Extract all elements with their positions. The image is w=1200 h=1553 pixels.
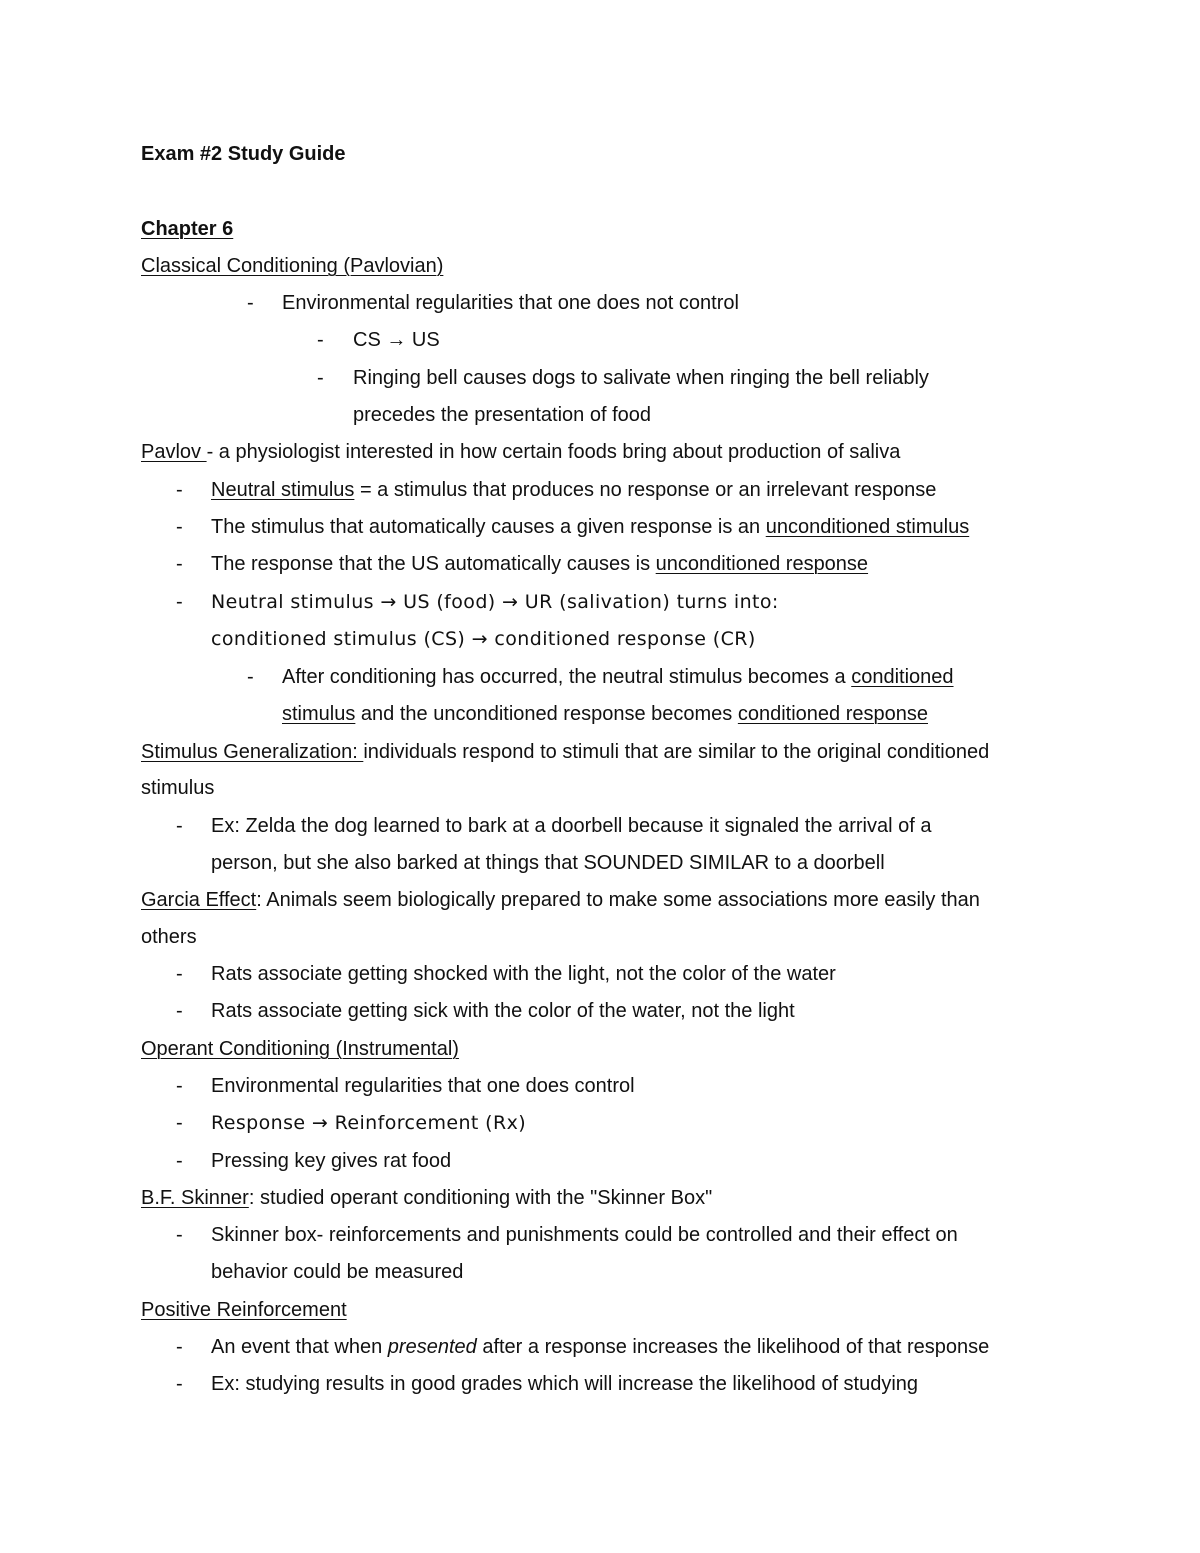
- bullet-dash: -: [176, 1224, 183, 1246]
- bullet-dash: -: [176, 1112, 183, 1134]
- garcia-effect-term: Garcia Effect: [141, 889, 257, 911]
- unconditioned-response-item: [211, 552, 868, 576]
- classical-conditioning-heading: Classical Conditioning (Pavlovian): [141, 255, 444, 277]
- positive-item-2: Ex: studying results in good grades which will increase the likelihood of studying: [211, 1373, 919, 1395]
- bullet-dash: -: [176, 1373, 183, 1395]
- conditioning-chain-2: conditioned stimulus (CS) → conditioned response (CR): [211, 628, 756, 650]
- skinner-item-1: Skinner box- reinforcements and punishments could be controlled and their effect on: [211, 1224, 958, 1246]
- positive-item-1-prefix: An event that when: [211, 1336, 388, 1358]
- skinner-item-1-cont: behavior could be measured: [211, 1261, 464, 1283]
- operant-item-3: Pressing key gives rat food: [211, 1150, 452, 1172]
- classical-sub-item-2-cont: precedes the presentation of food: [353, 404, 651, 426]
- after-conditioning-item-cont: [282, 702, 928, 726]
- pavlov-def: - a physiologist interested in how certain foods bring about production of saliva: [206, 441, 901, 463]
- bullet-dash: -: [176, 1336, 183, 1358]
- bullet-dash: -: [176, 1075, 183, 1097]
- skinner-def: : studied operant conditioning with the "Skinner Box": [248, 1187, 713, 1209]
- conditioned-term: conditioned: [851, 666, 954, 688]
- classical-sub-item-2: Ringing bell causes dogs to salivate when ringing the bell reliably: [353, 367, 929, 389]
- bullet-dash: -: [176, 1150, 183, 1172]
- classical-sub-item-1: CS → US: [353, 329, 440, 351]
- page-title: Exam #2 Study Guide: [141, 143, 346, 165]
- pavlov-definition: [141, 440, 900, 464]
- ur-term: unconditioned response: [655, 553, 869, 575]
- bullet-dash: -: [176, 591, 183, 613]
- generalization-example: Ex: Zelda the dog learned to bark at a doorbell because it signaled the arrival of a: [211, 815, 932, 837]
- ur-prefix: The response that the US automatically causes is: [211, 553, 656, 575]
- after-conditioning-item: [282, 665, 954, 689]
- neutral-stimulus-term: Neutral stimulus: [211, 479, 355, 501]
- bullet-dash: -: [176, 963, 183, 985]
- bullet-dash: -: [176, 815, 183, 837]
- bullet-dash: -: [176, 1000, 183, 1022]
- operant-conditioning-heading: Operant Conditioning (Instrumental): [141, 1038, 459, 1060]
- operant-item-1: Environmental regularities that one does control: [211, 1075, 635, 1097]
- after-mid: and the unconditioned response becomes: [355, 703, 738, 725]
- us-prefix: The stimulus that automatically causes a given response is an: [211, 516, 766, 538]
- positive-item-1-suffix: after a response increases the likelihood of that response: [476, 1336, 990, 1358]
- conditioned-response-term: conditioned response: [737, 703, 928, 725]
- skinner-definition: [141, 1186, 712, 1210]
- bullet-dash: -: [176, 479, 183, 501]
- skinner-term: B.F. Skinner: [141, 1187, 249, 1209]
- stimulus-term: stimulus: [282, 703, 356, 725]
- neutral-stimulus-def: = a stimulus that produces no response or an irrelevant response: [354, 479, 937, 501]
- us-term: unconditioned stimulus: [765, 516, 970, 538]
- conditioning-chain-1: Neutral stimulus → US (food) → UR (salivation) turns into:: [211, 591, 779, 613]
- positive-item-1: [211, 1335, 989, 1359]
- positive-item-1-emphasis: presented: [387, 1336, 477, 1358]
- garcia-item-2: Rats associate getting sick with the color of the water, not the light: [211, 1000, 795, 1022]
- stimulus-generalization-def-cont: stimulus: [141, 777, 215, 799]
- operant-item-2: Response → Reinforcement (Rx): [211, 1112, 527, 1134]
- bullet-dash: -: [247, 666, 254, 688]
- stimulus-generalization-term: Stimulus Generalization:: [141, 741, 364, 763]
- stimulus-generalization-definition: [141, 740, 989, 764]
- classical-item-1: Environmental regularities that one does not control: [282, 292, 739, 314]
- garcia-effect-def: : Animals seem biologically prepared to make some associations more easily than: [256, 889, 980, 911]
- positive-reinforcement-heading: Positive Reinforcement: [141, 1299, 347, 1321]
- generalization-example-cont: person, but she also barked at things that SOUNDED SIMILAR to a doorbell: [211, 852, 885, 874]
- bullet-dash: -: [247, 292, 254, 314]
- garcia-effect-definition: [141, 888, 980, 912]
- bullet-dash: -: [176, 553, 183, 575]
- stimulus-generalization-def: individuals respond to stimuli that are similar to the original conditioned: [363, 741, 990, 763]
- bullet-dash: -: [176, 516, 183, 538]
- neutral-stimulus-item: [211, 478, 936, 502]
- bullet-dash: -: [317, 329, 324, 351]
- bullet-dash: -: [317, 367, 324, 389]
- pavlov-term: Pavlov: [141, 441, 207, 463]
- unconditioned-stimulus-item: [211, 515, 969, 539]
- chapter-heading: Chapter 6: [141, 218, 234, 240]
- garcia-effect-def-cont: others: [141, 926, 197, 948]
- after-prefix: After conditioning has occurred, the neutral stimulus becomes a: [282, 666, 852, 688]
- garcia-item-1: Rats associate getting shocked with the light, not the color of the water: [211, 963, 836, 985]
